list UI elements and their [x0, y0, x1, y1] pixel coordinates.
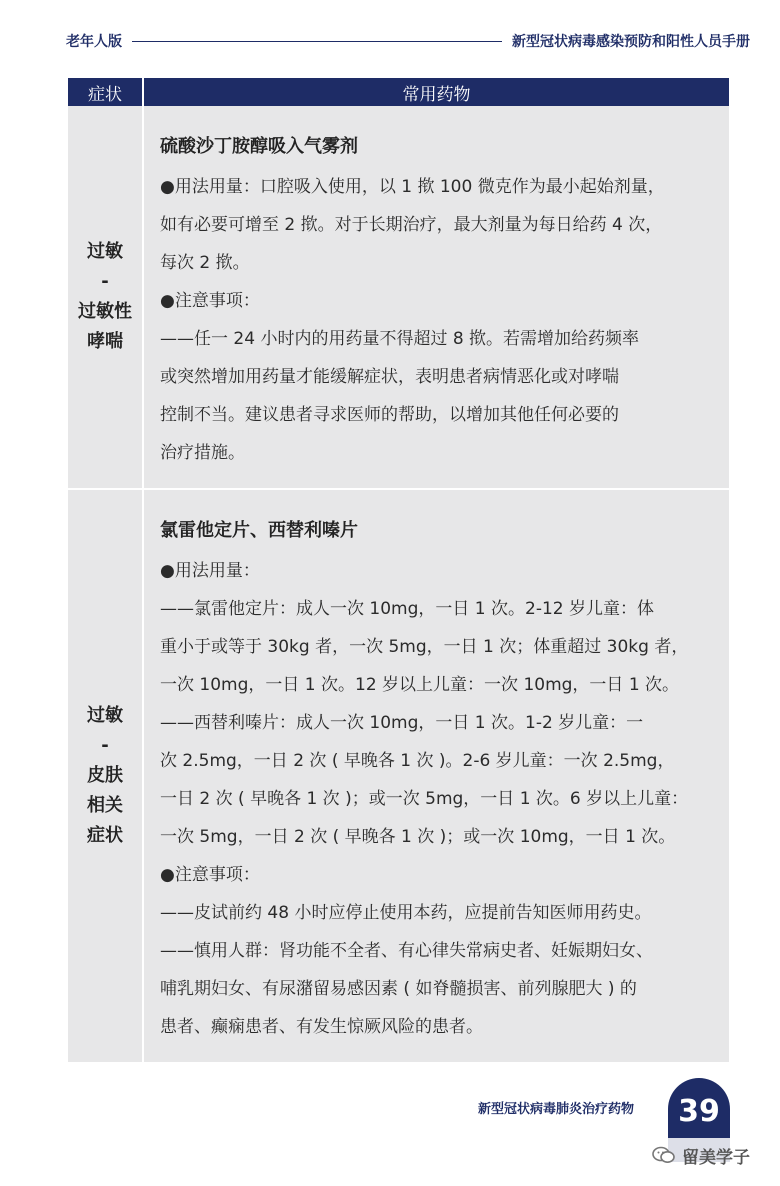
symptom-line: 哮喘: [87, 331, 123, 352]
drug-text-line: 或突然增加用药量才能缓解症状，表明患者病情恶化或对哮喘: [160, 367, 619, 387]
drug-text-line: 次 2.5mg，一日 2 次 ( 早晚各 1 次 )。2-6 岁儿童：一次 2.5mg，: [160, 751, 675, 771]
table-row: [68, 106, 729, 488]
watermark-text: 留美学子: [682, 1147, 750, 1168]
footer-section-title: 新型冠状病毒肺炎治疗药物: [478, 1102, 635, 1117]
edition-label: 老年人版: [66, 34, 122, 50]
drug-text-line: ——慎用人群：肾功能不全者、有心律失常病史者、妊娠期妇女、: [160, 941, 653, 961]
drug-text-line: 一日 2 次 ( 早晚各 1 次 )；或一次 5mg，一日 1 次。6 岁以上儿童：: [160, 789, 689, 809]
drug-text-line: ——西替利嗪片：成人一次 10mg，一日 1 次。1-2 岁儿童：一: [160, 713, 644, 733]
column-header-symptom: 症状: [68, 78, 142, 106]
drug-text-line: 如有必要可增至 2 揿。对于长期治疗，最大剂量为每日给药 4 次，: [160, 215, 663, 235]
symptom-line: -: [101, 271, 109, 292]
symptom-line: -: [101, 735, 109, 756]
drug-text-line: 治疗措施。: [160, 443, 245, 463]
drug-text-line: 一次 10mg，一日 1 次。12 岁以上儿童：一次 10mg，一日 1 次。: [160, 675, 680, 695]
drug-title: 氯雷他定片、西替利嗪片: [160, 520, 358, 541]
drug-text-line: ●用法用量：口腔吸入使用，以 1 揿 100 微克作为最小起始剂量，: [160, 177, 665, 197]
drug-text-line: 控制不当。建议患者寻求医师的帮助，以增加其他任何必要的: [160, 405, 619, 425]
symptom-line: 相关: [87, 795, 123, 816]
drug-text-line: 哺乳期妇女、有尿潴留易感因素 ( 如脊髓损害、前列腺肥大 ) 的: [160, 979, 637, 999]
symptom-line: 过敏: [87, 241, 123, 262]
drug-text-line: ●注意事项：: [160, 291, 260, 311]
drug-text-line: ——氯雷他定片：成人一次 10mg，一日 1 次。2-12 岁儿童：体: [160, 599, 654, 619]
drug-cell: [144, 106, 729, 488]
column-header-drugs: 常用药物: [144, 78, 729, 106]
symptom-cell: [68, 490, 142, 1062]
drug-cell: [144, 490, 729, 1062]
symptom-line: 症状: [87, 825, 123, 846]
table-header: [68, 78, 729, 106]
header-rule: [132, 41, 502, 42]
drug-text-line: ●注意事项：: [160, 865, 260, 885]
drug-text-line: ——任一 24 小时内的用药量不得超过 8 揿。若需增加给药频率: [160, 329, 640, 349]
drug-text-line: ——皮试前约 48 小时应停止使用本药，应提前告知医师用药史。: [160, 903, 652, 923]
page-header: [66, 26, 750, 56]
drug-title: 硫酸沙丁胺醇吸入气雾剂: [160, 136, 358, 157]
drug-text-line: 每次 2 揿。: [160, 253, 250, 273]
drug-text-line: 患者、癫痫患者、有发生惊厥风险的患者。: [160, 1017, 483, 1037]
symptom-line: 过敏: [87, 705, 123, 726]
drug-text-line: 重小于或等于 30kg 者，一次 5mg，一日 1 次；体重超过 30kg 者，: [160, 637, 689, 657]
manual-title: 新型冠状病毒感染预防和阳性人员手册: [512, 34, 750, 50]
watermark: [646, 1138, 756, 1172]
drug-text-line: ●用法用量：: [160, 561, 260, 581]
drug-text-line: 一次 5mg，一日 2 次 ( 早晚各 1 次 )；或一次 10mg，一日 1 次。: [160, 827, 676, 847]
page-number: 39: [678, 1094, 720, 1129]
symptom-cell: [68, 106, 142, 488]
symptom-line: 过敏性: [78, 301, 132, 322]
table-row: [68, 490, 729, 1062]
symptom-line: 皮肤: [87, 765, 123, 786]
wechat-icon: [652, 1146, 676, 1164]
